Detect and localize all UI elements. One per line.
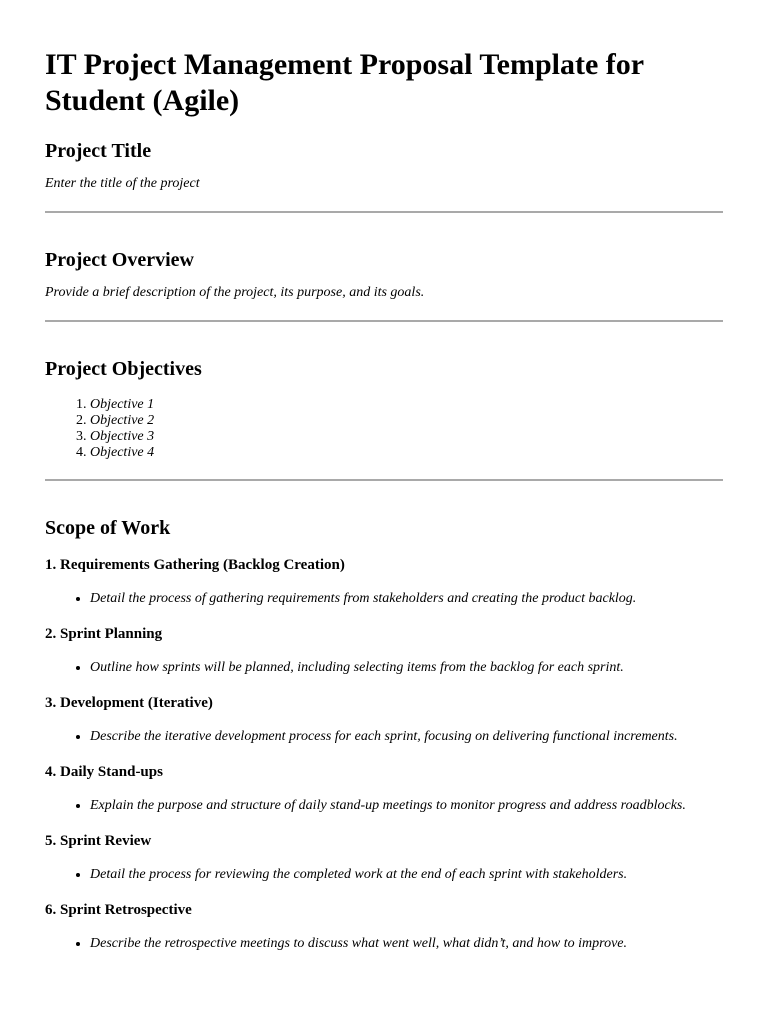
phase-detail: • Describe the retrospective meetings to discuss what went well, what didn’t, and how to improve. bbox=[90, 936, 723, 952]
phase-heading-sprint-review: 5. Sprint Review bbox=[45, 833, 152, 849]
objective-item: 3. Objective 3 bbox=[90, 429, 723, 445]
phase-detail-list bbox=[45, 591, 723, 607]
section-heading-project-title: Project Title bbox=[45, 140, 152, 162]
phase-detail-list bbox=[45, 660, 723, 676]
phase-detail: • Outline how sprints will be planned, including selecting items from the backlog for each sprint. bbox=[90, 660, 723, 676]
section-heading-project-objectives: Project Objectives bbox=[45, 358, 202, 380]
phase-detail-list bbox=[45, 867, 723, 883]
phase-detail: • Explain the purpose and structure of daily stand-up meetings to monitor progress and address roadblocks. bbox=[90, 798, 723, 814]
objectives-list bbox=[45, 397, 723, 461]
project-title-placeholder: Enter the title of the project bbox=[45, 176, 200, 191]
phase-heading-sprint-planning: 2. Sprint Planning bbox=[45, 626, 163, 642]
phase-detail: • Detail the process of gathering requirements from stakeholders and creating the product backlog. bbox=[90, 591, 723, 607]
phase-detail: • Detail the process for reviewing the completed work at the end of each sprint with stakeholders. bbox=[90, 867, 723, 883]
phase-detail: • Describe the iterative development process for each sprint, focusing on delivering functional increments. bbox=[90, 729, 723, 745]
phase-detail-list bbox=[45, 729, 723, 745]
section-divider bbox=[45, 479, 723, 481]
phase-heading-daily-standups: 4. Daily Stand-ups bbox=[45, 764, 163, 780]
section-divider bbox=[45, 320, 723, 322]
objective-item: 4. Objective 4 bbox=[90, 445, 723, 461]
phase-detail-list bbox=[45, 936, 723, 952]
section-divider bbox=[45, 211, 723, 213]
document-title: IT Project Management Proposal Template for Student (Agile) bbox=[45, 48, 644, 117]
section-heading-scope-of-work: Scope of Work bbox=[45, 517, 171, 539]
phase-heading-requirements-gathering: 1. Requirements Gathering (Backlog Creation) bbox=[45, 557, 345, 573]
objective-item: 2. Objective 2 bbox=[90, 413, 723, 429]
phase-heading-development: 3. Development (Iterative) bbox=[45, 695, 213, 711]
phase-detail-list bbox=[45, 798, 723, 814]
project-overview-placeholder: Provide a brief description of the project, its purpose, and its goals. bbox=[45, 285, 425, 300]
phase-heading-sprint-retrospective: 6. Sprint Retrospective bbox=[45, 902, 192, 918]
section-heading-project-overview: Project Overview bbox=[45, 249, 194, 271]
objective-item: 1. Objective 1 bbox=[90, 397, 723, 413]
